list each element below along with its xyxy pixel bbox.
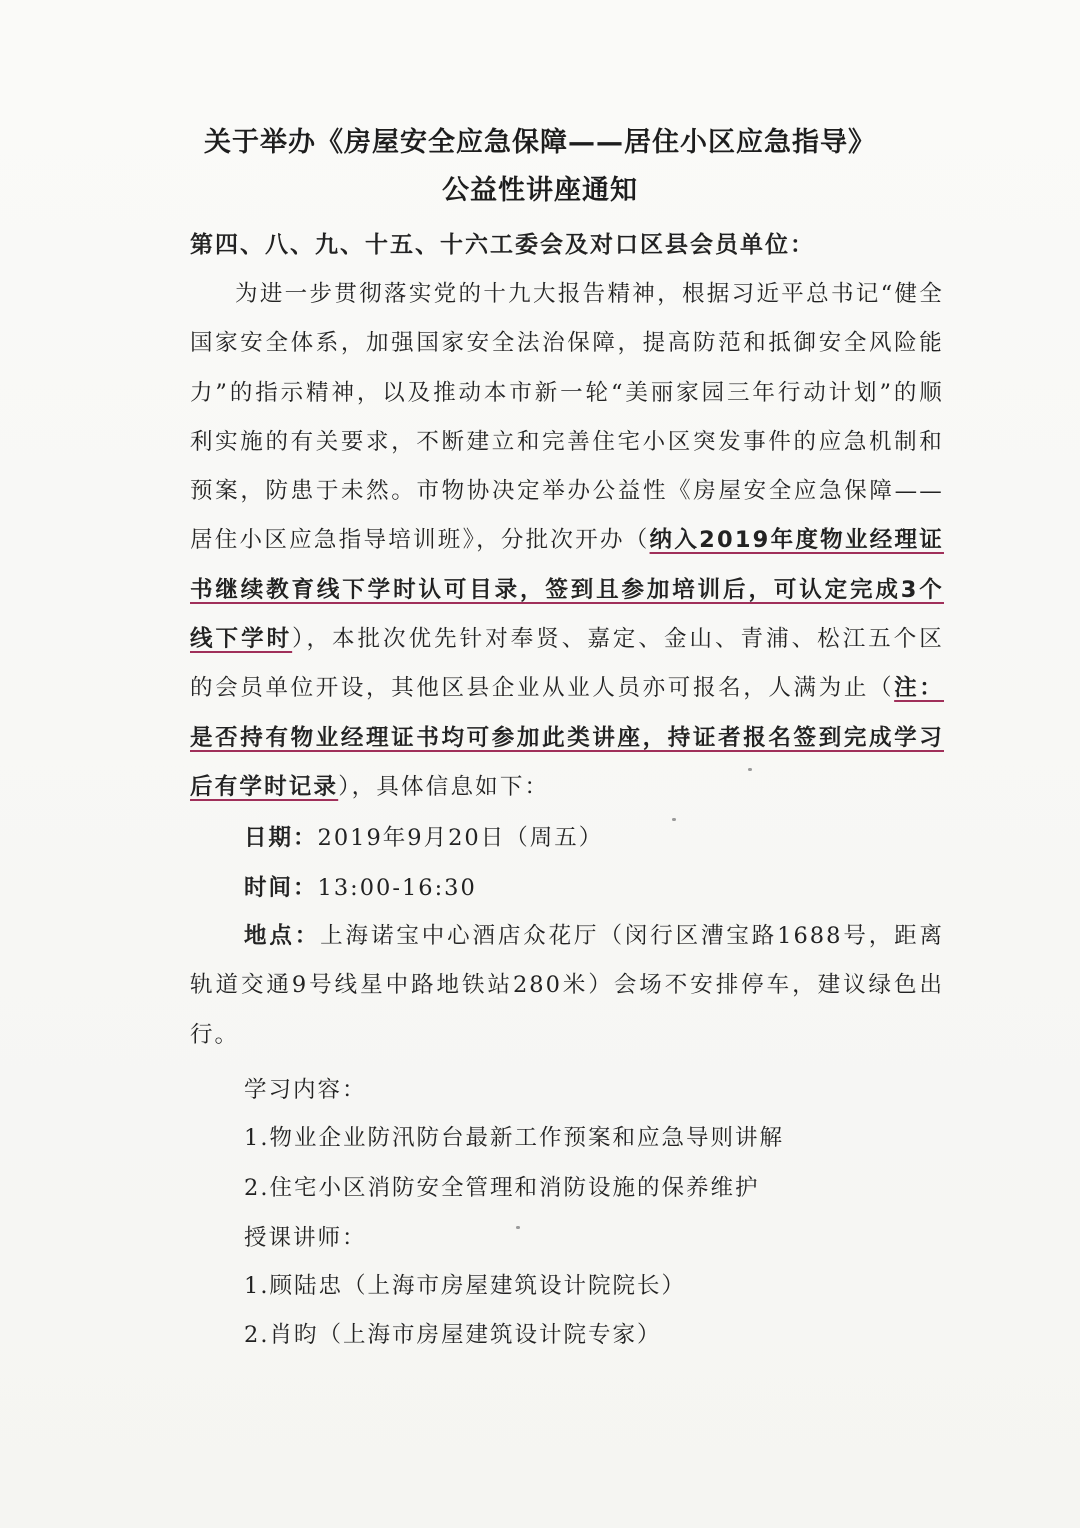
time-label: 时间： — [244, 875, 318, 901]
notice-title-line-2: 公益性讲座通知 — [442, 175, 638, 206]
body-paragraph — [190, 270, 944, 812]
scan-speck — [672, 818, 676, 821]
date-value: 2019年9月20日（周五） — [317, 825, 604, 851]
date-label: 日期： — [244, 825, 318, 851]
venue-label: 地点： — [244, 923, 321, 949]
notice-title-line-1: 关于举办《房屋安全应急保障——居住小区应急指导》 — [204, 127, 876, 158]
lecturer-item-2: 2.肖昀（上海市房屋建筑设计院专家） — [244, 1322, 662, 1348]
venue-value: 上海诺宝中心酒店众花厅（闵行区漕宝路1688号，距离轨道交通9号线星中路地铁站280米）会场不安排停车，建议绿色出行。 — [190, 923, 944, 1048]
body-text-1: 为进一步贯彻落实党的十九大报告精神，根据习近平总书记“健全国家安全体系，加强国家安全法治保障，提高防范和抵御安全风险能力”的指示精神，以及推动本市新一轮“美丽家园三年行动计划”的顺利实施的有关要求，不断建立和完善住宅小区突发事件的应急机制和预案，防患于未然。市物协决定举办公益性《房屋安全应急保障——居住小区应急指导培训班》，分批次开办（ — [190, 281, 944, 554]
scan-speck — [516, 1226, 520, 1229]
venue-paragraph — [190, 912, 944, 1060]
certificate-note-emphasis: 注：是否持有物业经理证书均可参加此类讲座，持证者报名签到完成学习后有学时记录 — [190, 675, 944, 800]
salutation: 第四、八、九、十五、十六工委会及对口区县会员单位： — [190, 232, 815, 258]
body-text-2: ），本批次优先针对奉贤、嘉定、金山、青浦、松江五个区的会员单位开设，其他区县企业从业人员亦可报名，人满为止（ — [190, 626, 944, 702]
content-heading: 学习内容： — [244, 1077, 367, 1103]
content-item-2: 2.住宅小区消防安全管理和消防设施的保养维护 — [244, 1175, 760, 1201]
date-line — [244, 820, 603, 852]
body-text-3: ），具体信息如下： — [338, 773, 550, 800]
lecturers-heading: 授课讲师： — [244, 1225, 367, 1251]
time-line — [244, 870, 477, 902]
content-item-1: 1.物业企业防汛防台最新工作预案和应急导则讲解 — [244, 1125, 784, 1151]
lecturer-item-1: 1.顾陆忠（上海市房屋建筑设计院院长） — [244, 1273, 686, 1299]
time-value: 13:00-16:30 — [317, 875, 477, 901]
scan-speck — [748, 768, 752, 771]
credit-hours-emphasis: 纳入2019年度物业经理证书继续教育线下学时认可目录，签到且参加培训后，可认定完成3个线下学时 — [190, 527, 944, 653]
